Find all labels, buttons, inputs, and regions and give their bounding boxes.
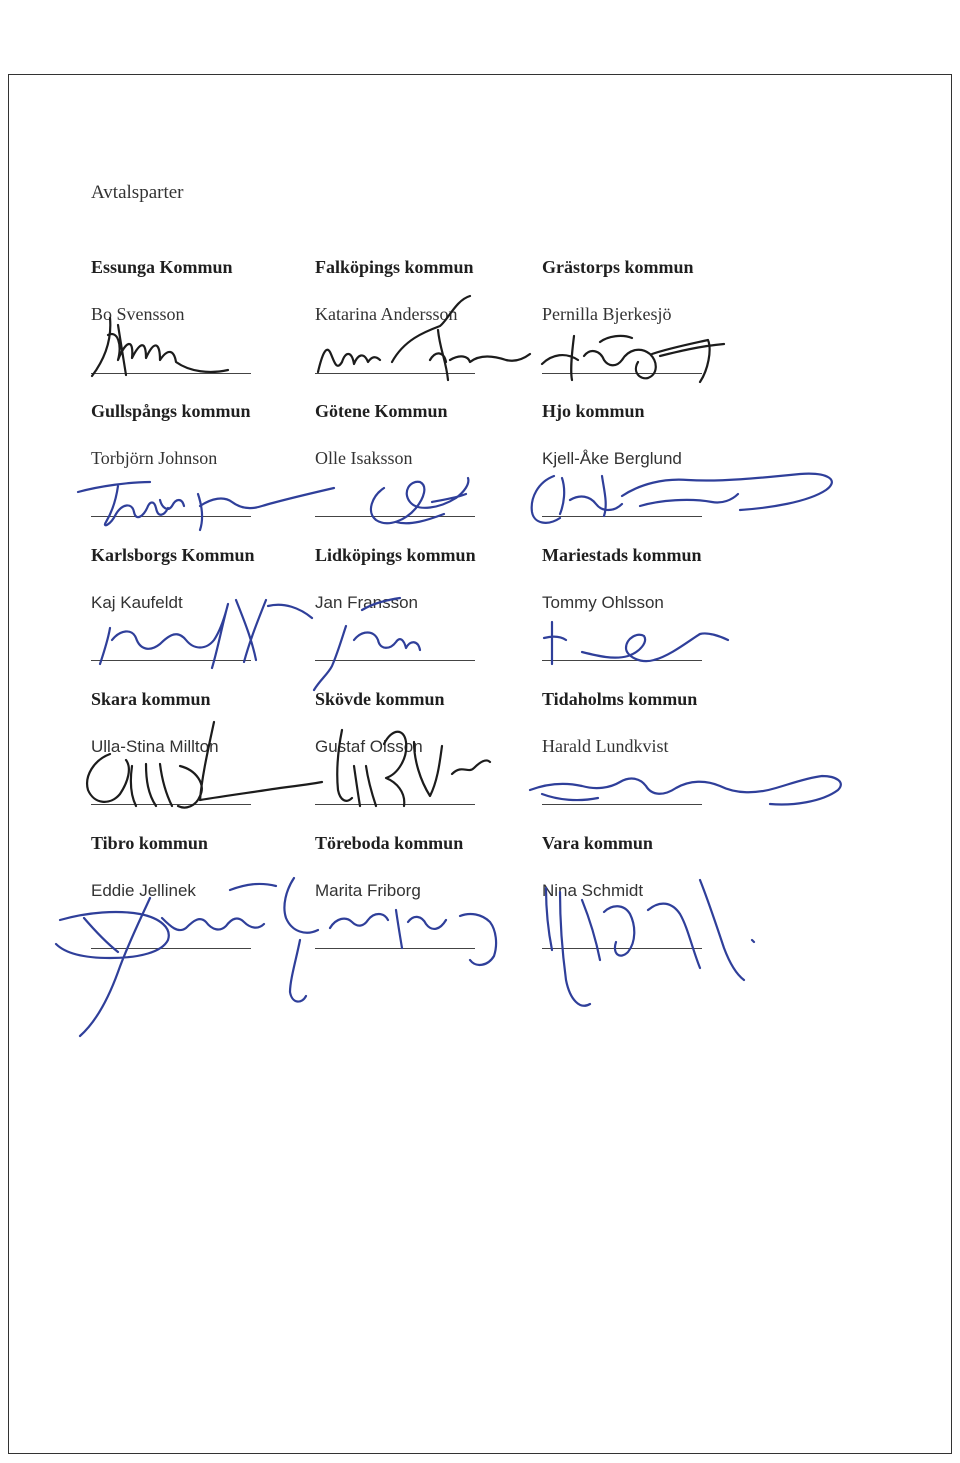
party-municipality: Gullspångs kommun xyxy=(91,401,251,421)
party-municipality: Töreboda kommun xyxy=(315,833,464,853)
party-municipality: Vara kommun xyxy=(542,833,653,853)
signature-line xyxy=(91,948,251,949)
party-signatory: Katarina Andersson xyxy=(315,304,458,324)
party-municipality: Falköpings kommun xyxy=(315,257,474,277)
party-municipality: Götene Kommun xyxy=(315,401,448,421)
party-municipality: Lidköpings kommun xyxy=(315,545,476,565)
party-signatory: Pernilla Bjerkesjö xyxy=(542,304,672,324)
signature-line xyxy=(91,373,251,374)
party-municipality: Grästorps kommun xyxy=(542,257,694,277)
signature-line xyxy=(91,516,251,517)
signature-line xyxy=(315,804,475,805)
party-signatory: Torbjörn Johnson xyxy=(91,448,218,468)
party-signatory: Tommy Ohlsson xyxy=(542,593,664,612)
document-heading: Avtalsparter xyxy=(91,182,184,203)
signature-line xyxy=(315,516,475,517)
signature-line xyxy=(315,373,475,374)
party-signatory: Eddie Jellinek xyxy=(91,881,196,900)
party-municipality: Mariestads kommun xyxy=(542,545,702,565)
party-signatory: Ulla-Stina Millton xyxy=(91,737,219,756)
party-signatory: Kjell-Åke Berglund xyxy=(542,449,682,468)
party-municipality: Tibro kommun xyxy=(91,833,208,853)
party-municipality: Skara kommun xyxy=(91,689,211,709)
party-signatory: Marita Friborg xyxy=(315,881,421,900)
party-signatory: Gustaf Olsson xyxy=(315,737,423,756)
signature-line xyxy=(91,660,251,661)
party-signatory: Bo Svensson xyxy=(91,304,185,324)
party-municipality: Karlsborgs Kommun xyxy=(91,545,255,565)
signature-line xyxy=(315,948,475,949)
signature-line xyxy=(542,804,702,805)
signature-line xyxy=(542,948,702,949)
party-municipality: Hjo kommun xyxy=(542,401,645,421)
party-municipality: Essunga Kommun xyxy=(91,257,233,277)
party-signatory: Jan Fransson xyxy=(315,593,418,612)
party-signatory: Olle Isaksson xyxy=(315,448,413,468)
signature-line xyxy=(542,660,702,661)
signature-line xyxy=(91,804,251,805)
signature-line xyxy=(315,660,475,661)
signature-line xyxy=(542,516,702,517)
party-signatory: Nina Schmidt xyxy=(542,881,644,900)
party-municipality: Skövde kommun xyxy=(315,689,445,709)
page-border xyxy=(8,74,952,1454)
party-signatory: Harald Lundkvist xyxy=(542,736,669,756)
signature-line xyxy=(542,373,702,374)
party-signatory: Kaj Kaufeldt xyxy=(91,593,183,612)
party-municipality: Tidaholms kommun xyxy=(542,689,698,709)
